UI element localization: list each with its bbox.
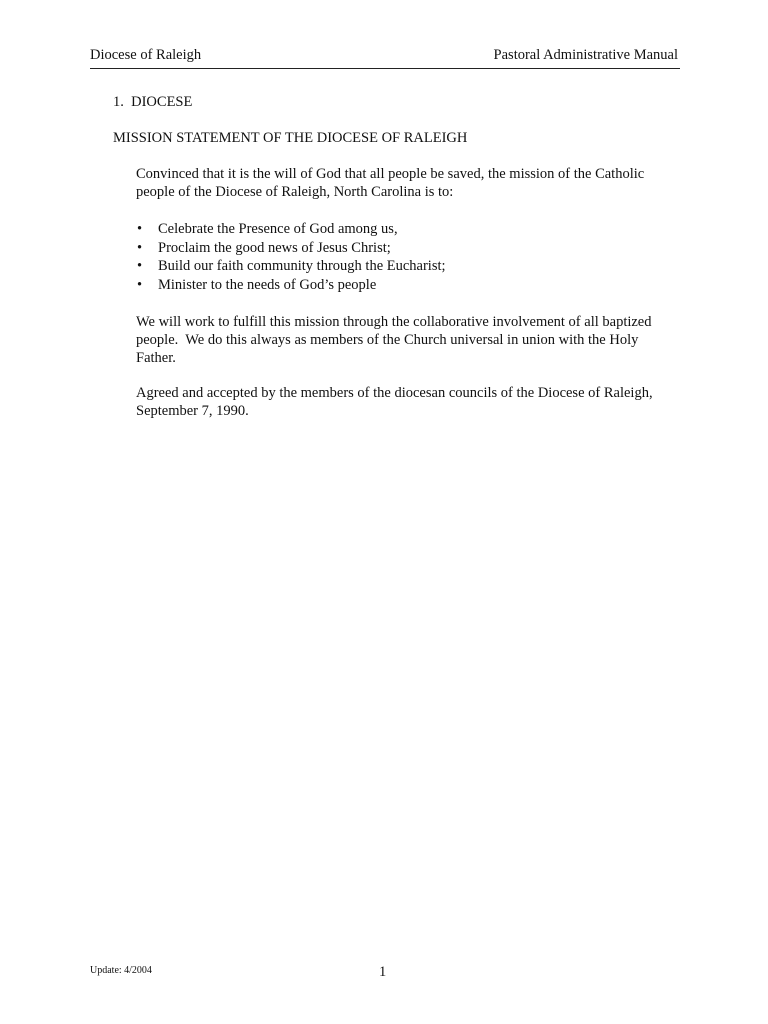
list-item bbox=[136, 239, 446, 258]
intro-line: people of the Diocese of Raleigh, North Carolina is to: bbox=[136, 184, 454, 200]
agreed-line: Agreed and accepted by the members of the diocesan councils of the Diocese of Raleigh, bbox=[136, 385, 653, 401]
intro-line: Convinced that it is the will of God that all people be saved, the mission of the Catholic bbox=[136, 166, 645, 182]
bullet-icon: • bbox=[137, 239, 143, 256]
list-item-text: Build our faith community through the Eucharist; bbox=[158, 258, 446, 274]
header-manual-title: Pastoral Administrative Manual bbox=[493, 47, 678, 63]
work-paragraph bbox=[136, 313, 696, 367]
list-item bbox=[136, 257, 446, 276]
work-line: We will work to fulfill this mission through the collaborative involvement of all baptized bbox=[136, 314, 652, 330]
work-line: Father. bbox=[136, 350, 176, 366]
list-item-text: Proclaim the good news of Jesus Christ; bbox=[158, 239, 391, 256]
intro-paragraph bbox=[136, 165, 696, 201]
list-item bbox=[136, 220, 446, 239]
section-number: 1. bbox=[113, 94, 124, 110]
work-line: people. We do this always as members of the Church universal in union with the Holy bbox=[136, 332, 639, 348]
mission-bullet-list bbox=[136, 220, 446, 294]
page-header bbox=[90, 46, 680, 69]
list-item bbox=[136, 276, 446, 295]
section-heading bbox=[113, 94, 192, 111]
page-number: 1 bbox=[379, 964, 387, 980]
bullet-icon: • bbox=[137, 221, 143, 237]
list-item-text: Celebrate the Presence of God among us, bbox=[158, 221, 398, 237]
footer-update-date: Update: 4/2004 bbox=[90, 965, 152, 976]
bullet-icon: • bbox=[137, 276, 143, 293]
mission-heading: MISSION STATEMENT OF THE DIOCESE OF RALEIGH bbox=[113, 130, 468, 146]
header-diocese-name: Diocese of Raleigh bbox=[90, 47, 202, 63]
bullet-icon: • bbox=[137, 258, 143, 274]
agreed-paragraph bbox=[136, 384, 696, 420]
agreed-line: September 7, 1990. bbox=[136, 403, 249, 419]
list-item-text: Minister to the needs of God’s people bbox=[158, 276, 377, 293]
section-title: DIOCESE bbox=[131, 94, 193, 110]
